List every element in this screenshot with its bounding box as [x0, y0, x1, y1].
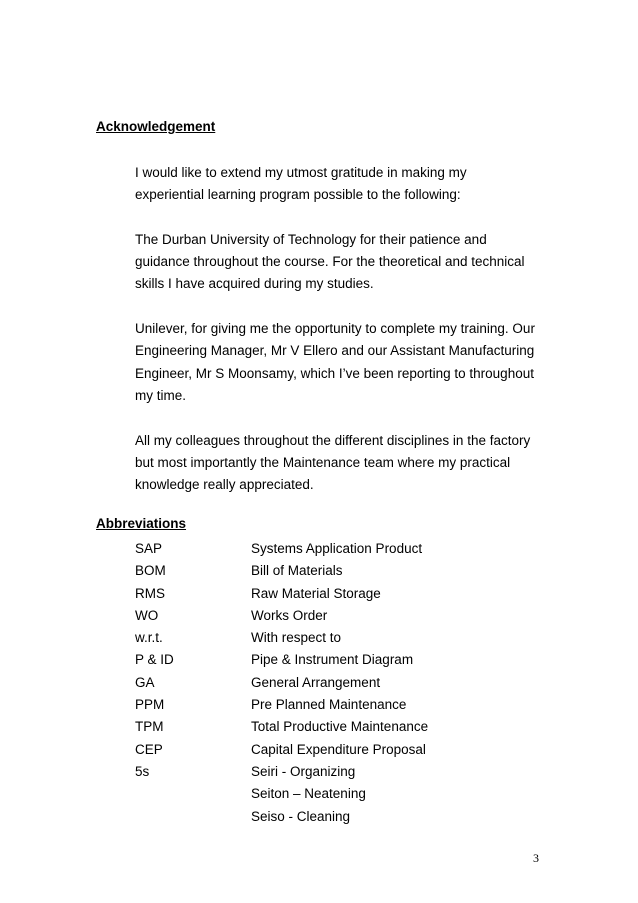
acknowledgement-paragraph: Unilever, for giving me the opportunity to complete my training. Our Engineering Manager, Mr V Ellero and our Assistant Manufacturing Engineer, Mr S Moonsamy, which I’ve been reporting to throughout my time.	[135, 321, 535, 403]
abbreviation-term: BOM	[135, 563, 166, 579]
acknowledgement-paragraph: I would like to extend my utmost gratitude in making my experiential learning program possible to the following:	[135, 165, 467, 203]
abbreviation-row	[135, 806, 428, 828]
abbreviation-row	[135, 605, 428, 627]
abbreviation-row	[135, 783, 428, 805]
page-number: 3	[533, 851, 539, 865]
abbreviation-meaning: Pipe & Instrument Diagram	[251, 652, 414, 668]
acknowledgement-body	[135, 162, 555, 519]
abbreviation-meaning: With respect to	[251, 630, 342, 646]
abbreviation-row	[135, 694, 428, 716]
abbreviation-meaning: Seiri - Organizing	[251, 763, 356, 779]
abbreviations-heading: Abbreviations	[96, 516, 187, 531]
abbreviation-row	[135, 672, 428, 694]
abbreviation-meaning: Pre Planned Maintenance	[251, 697, 407, 713]
abbreviation-meaning: Systems Application Product	[251, 541, 423, 556]
abbreviation-term: SAP	[135, 541, 163, 556]
acknowledgement-paragraph: All my colleagues throughout the different disciplines in the factory but most importantly the Maintenance team where my practical knowledge really appreciated.	[135, 432, 531, 493]
abbreviation-term: PPM	[135, 697, 165, 713]
abbreviation-term: GA	[135, 674, 155, 690]
abbreviation-meaning: Seiton – Neatening	[251, 786, 366, 802]
abbreviation-term: CEP	[135, 741, 163, 757]
acknowledgement-paragraph: The Durban University of Technology for their patience and guidance throughout the course. For the theoretical and technical skills I have acquired during my studies.	[135, 231, 525, 292]
abbreviation-row	[135, 716, 428, 738]
abbreviation-row	[135, 761, 428, 783]
abbreviation-row	[135, 739, 428, 761]
abbreviation-term	[135, 806, 251, 828]
abbreviation-meaning: Raw Material Storage	[251, 585, 381, 601]
abbreviation-row	[135, 649, 428, 671]
abbreviation-term: 5s	[135, 763, 150, 779]
abbreviation-row	[135, 627, 428, 649]
abbreviation-row	[135, 538, 428, 560]
abbreviation-term	[135, 783, 251, 805]
abbreviation-meaning: Works Order	[251, 607, 328, 623]
abbreviation-meaning: Seiso - Cleaning	[251, 808, 351, 824]
abbreviation-meaning: Total Productive Maintenance	[251, 719, 429, 735]
abbreviation-meaning: Capital Expenditure Proposal	[251, 741, 426, 757]
acknowledgement-heading: Acknowledgement	[96, 119, 216, 134]
abbreviation-term: WO	[135, 607, 159, 623]
abbreviation-meaning: Bill of Materials	[251, 563, 343, 579]
abbreviations-table	[135, 538, 428, 828]
abbreviation-row	[135, 583, 428, 605]
abbreviation-term: TPM	[135, 719, 164, 735]
abbreviation-term: P & ID	[135, 652, 174, 668]
abbreviation-term: RMS	[135, 585, 165, 601]
abbreviation-meaning: General Arrangement	[251, 674, 381, 690]
abbreviation-term: w.r.t.	[135, 630, 163, 646]
abbreviation-row	[135, 560, 428, 582]
